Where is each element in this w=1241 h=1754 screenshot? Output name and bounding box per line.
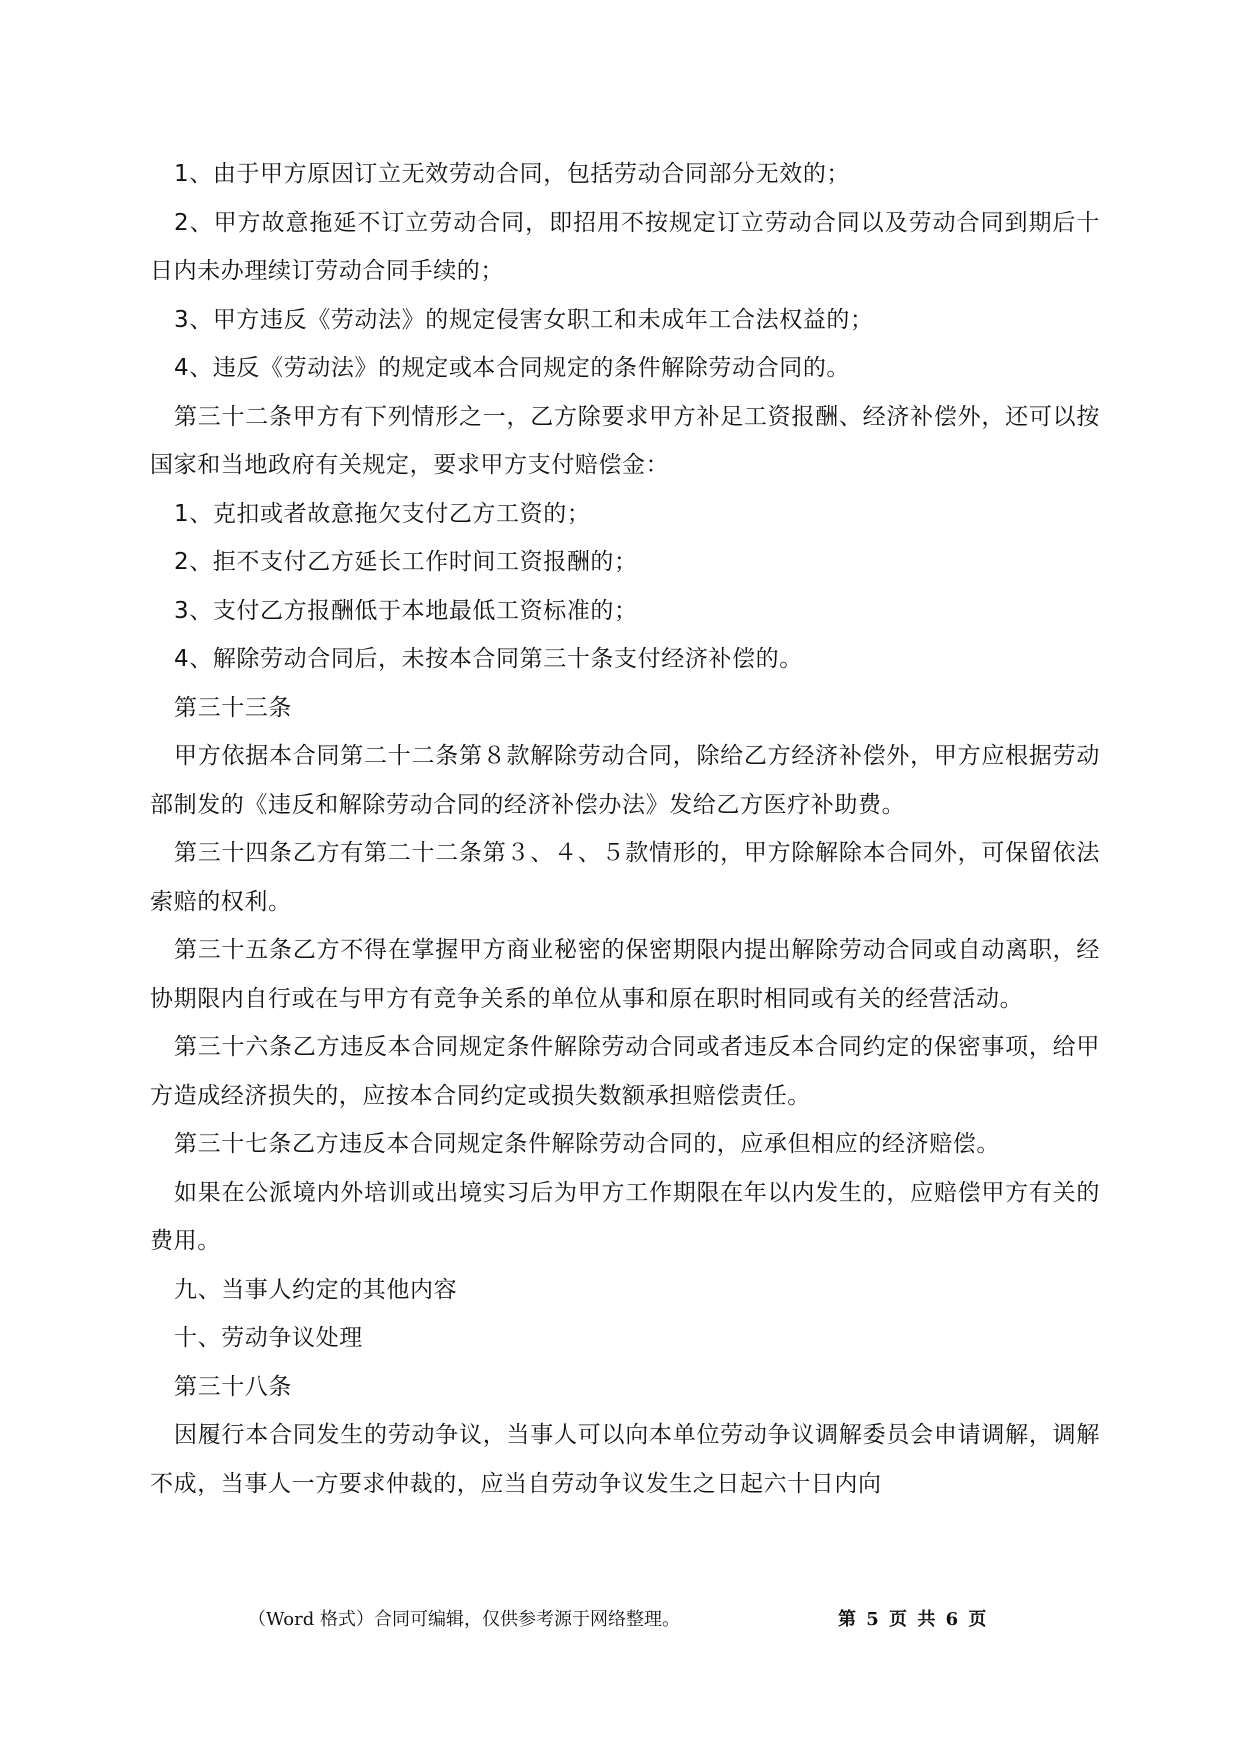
- paragraph: 第三十二条甲方有下列情形之一，乙方除要求甲方补足工资报酬、经济补偿外，还可以按国家和当地政府有关规定，要求甲方支付赔偿金：: [150, 403, 1100, 478]
- paragraph: 如果在公派境内外培训或出境实习后为甲方工作期限在年以内发生的，应赔偿甲方有关的费用。: [150, 1179, 1100, 1254]
- paragraph: 4、违反《劳动法》的规定或本合同规定的条件解除劳动合同的。: [174, 355, 851, 381]
- paragraph: 第三十四条乙方有第二十二条第３、４、５款情形的，甲方除解除本合同外，可保留依法索赔的权利。: [150, 840, 1100, 915]
- page-number: 第 5 页 共 6 页: [838, 1609, 989, 1630]
- paragraph: 4、解除劳动合同后，未按本合同第三十条支付经济补偿的。: [174, 646, 803, 672]
- paragraph: 3、支付乙方报酬低于本地最低工资标准的；: [174, 597, 638, 624]
- paragraph: 第三十三条: [174, 694, 292, 721]
- paragraph: 九、当事人约定的其他内容: [174, 1276, 458, 1303]
- paragraph: 2、甲方故意拖延不订立劳动合同，即招用不按规定订立劳动合同以及劳动合同到期后十日内未办理续订劳动合同手续的；: [150, 209, 1100, 284]
- footer-note: （Word 格式）合同可编辑，仅供参考源于网络整理。: [248, 1609, 680, 1630]
- paragraph: 第三十八条: [174, 1373, 292, 1400]
- paragraph: 第三十五条乙方不得在掌握甲方商业秘密的保密期限内提出解除劳动合同或自动离职，经协期限内自行或在与甲方有竞争关系的单位从事和原在职时相同或有关的经营活动。: [150, 937, 1100, 1012]
- paragraph: 2、拒不支付乙方延长工作时间工资报酬的；: [174, 549, 638, 575]
- paragraph: 因履行本合同发生的劳动争议，当事人可以向本单位劳动争议调解委员会申请调解，调解不成，当事人一方要求仲裁的，应当自劳动争议发生之日起六十日内向: [150, 1422, 1100, 1497]
- paragraph: 1、克扣或者故意拖欠支付乙方工资的；: [174, 500, 591, 527]
- paragraph: 1、由于甲方原因订立无效劳动合同，包括劳动合同部分无效的；: [174, 161, 851, 187]
- page-footer: [0, 1605, 1241, 1635]
- paragraph: 第三十七条乙方违反本合同规定条件解除劳动合同的，应承但相应的经济赔偿。: [174, 1131, 1000, 1157]
- paragraph: 第三十六条乙方违反本合同规定条件解除劳动合同或者违反本合同约定的保密事项，给甲方造成经济损失的，应按本合同约定或损失数额承担赔偿责任。: [150, 1034, 1100, 1109]
- paragraph: 十、劳动争议处理: [174, 1325, 363, 1351]
- document-body: [150, 150, 1100, 1508]
- paragraph: 3、甲方违反《劳动法》的规定侵害女职工和未成年工合法权益的；: [174, 306, 874, 333]
- paragraph: 甲方依据本合同第二十二条第８款解除劳动合同，除给乙方经济补偿外，甲方应根据劳动部制发的《违反和解除劳动合同的经济补偿办法》发给乙方医疗补助费。: [150, 743, 1100, 818]
